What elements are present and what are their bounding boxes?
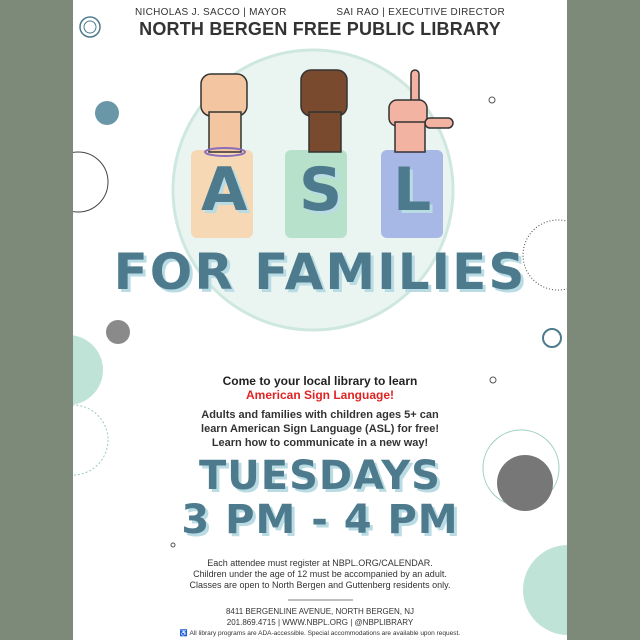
asl-highlight: American Sign Language! (245, 388, 395, 402)
note-line: Each attendee must register at NBPL.ORG/CALENDAR. (207, 558, 433, 568)
mayor-label: NICHOLAS J. SACCO | MAYOR (135, 7, 287, 18)
letter-a: A (201, 155, 248, 225)
dot-blue (95, 101, 119, 125)
dot-small-right (489, 97, 495, 103)
dot-grey-left (106, 320, 130, 344)
director-label: SAI RAO | EXECUTIVE DIRECTOR (336, 7, 505, 18)
letter-s: S (299, 155, 343, 225)
wheelchair-icon: ♿ (179, 630, 189, 637)
for-families-title: FOR FAMILIES (113, 243, 527, 301)
letter-l: L (393, 155, 432, 225)
library-title: NORTH BERGEN FREE PUBLIC LIBRARY (139, 19, 501, 39)
decor-layer (73, 0, 567, 640)
description-line: learn American Sign Language (ASL) for free! (201, 423, 439, 435)
description-line: Learn how to communicate in a new way! (211, 437, 429, 449)
note-line: Children under the age of 12 must be accompanied by an adult. (193, 569, 447, 579)
dot-tiny-bottom (171, 543, 175, 547)
ada-text: All library programs are ADA-accessible. Special accommodations are available upon request. (189, 630, 461, 637)
footer-address: 8411 BERGENLINE AVENUE, NORTH BERGEN, NJ (225, 607, 415, 616)
ring-left (73, 152, 108, 212)
footer-ada (73, 629, 567, 637)
ring-right-small (543, 329, 561, 347)
intro-line: Come to your local library to learn (222, 374, 418, 388)
footer-contact: 201.869.4715 | WWW.NBPL.ORG | @NBPLIBRARY (226, 618, 414, 627)
description-line: Adults and families with children ages 5+ can (201, 409, 439, 421)
poster (73, 0, 567, 640)
schedule-days: TUESDAYS (198, 453, 441, 499)
note-line: Classes are open to North Bergen and Guttenberg residents only. (189, 580, 451, 590)
schedule-time: 3 PM - 4 PM (181, 497, 459, 543)
